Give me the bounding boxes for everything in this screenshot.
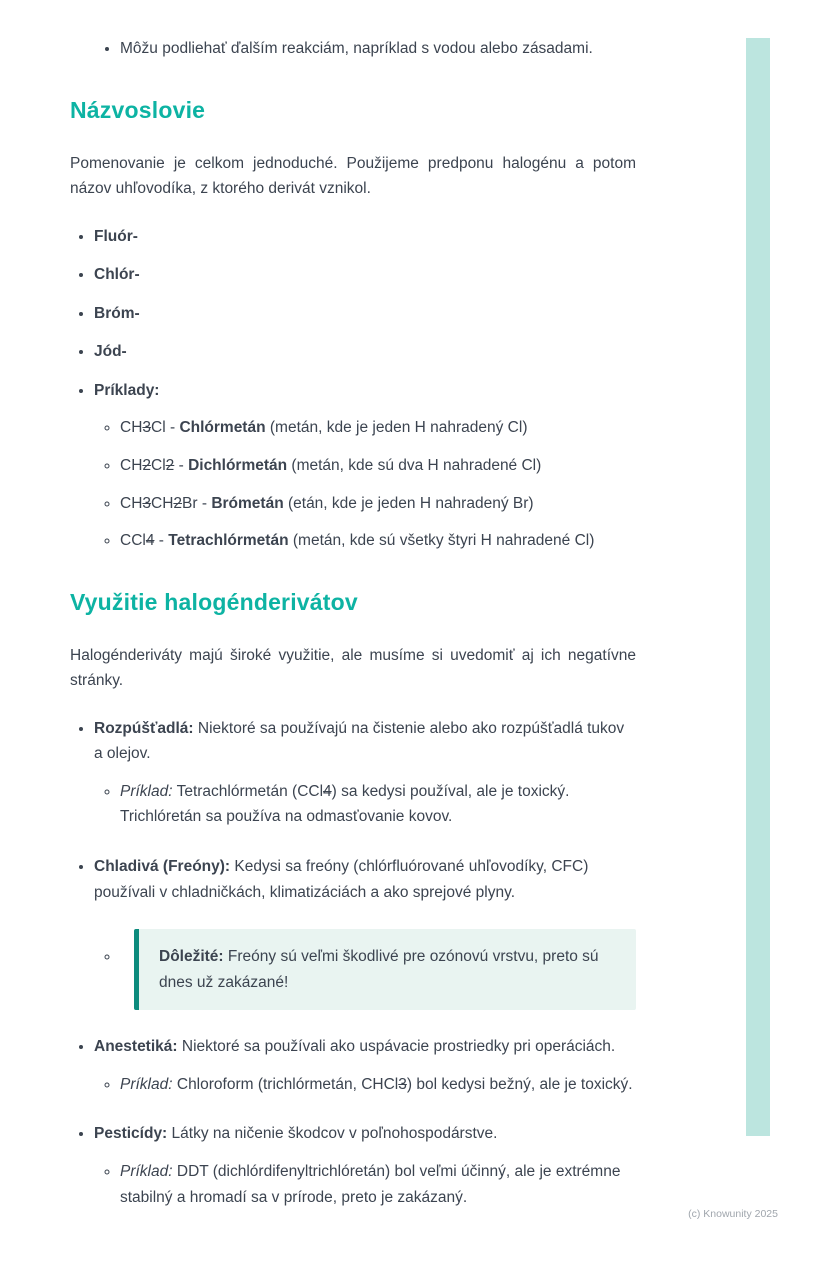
usage-text: Kedysi sa freóny (chlórfluórované uhľovodíky, CFC) používali v chladničkách, klimatizáciách a ako sprejové plyny. <box>94 858 589 901</box>
compound-desc: (metán, kde sú dva H nahradené Cl) <box>287 457 542 474</box>
example-note <box>120 1072 636 1098</box>
usage-item-anestetika <box>94 1034 636 1097</box>
separator: - <box>154 532 169 550</box>
prefix-item <box>94 224 636 250</box>
nomenclature-intro: Pomenovanie je celkom jednoduché. Použijeme predponu halogénu a potom názov uhľovodíka, z ktorého derivát vznikol. <box>70 154 636 198</box>
example-item <box>120 491 636 517</box>
examples-label: Príklady: <box>94 381 160 399</box>
compound-desc: (etán, kde je jeden H nahradený Br) <box>283 494 534 512</box>
examples-header-item <box>94 378 636 554</box>
compound-name: Tetrachlórmetán <box>168 532 289 550</box>
prefix-list <box>70 224 636 554</box>
separator: - <box>197 494 212 512</box>
example-text: DDT (dichlórdifenyltrichlóretán) bol veľmi účinný, ale je extrémne stabilný a hromadí sa v prírode, preto je zakázaný. <box>120 1162 621 1206</box>
example-text: Chloroform (trichlórmetán, <box>172 1075 362 1093</box>
section-title-nazvoslovie: Názvoslovie <box>70 96 206 123</box>
usage-sublist <box>94 1072 636 1098</box>
section-title-vyuzitie: Využitie halogénderivátov <box>70 588 358 615</box>
example-label: Príklad: <box>120 782 173 800</box>
usage-item-rozpustadla <box>94 716 636 830</box>
examples-list <box>94 415 636 553</box>
intro-list <box>96 36 636 62</box>
prefix-label: Fluór- <box>94 227 138 245</box>
intro-bullet-text: Môžu podliehať ďalším reakciám, napríklad s vodou alebo zásadami. <box>120 40 593 57</box>
chemical-formula: CH2Cl2 <box>120 457 175 474</box>
prefix-label: Bróm- <box>94 304 140 322</box>
example-note <box>120 779 636 830</box>
compound-name: Brómetán <box>211 494 284 512</box>
chemical-formula: CHCl3 <box>361 1075 407 1093</box>
usage-term: Chladivá (Freóny): <box>94 858 231 875</box>
prefix-label: Jód- <box>94 343 127 361</box>
example-item <box>120 453 636 479</box>
compound-name: Dichlórmetán <box>188 457 288 474</box>
usage-text: Niektoré sa používali ako uspávacie prostriedky pri operáciách. <box>177 1038 616 1056</box>
chemical-formula: CCl4 <box>120 532 155 550</box>
separator: - <box>174 457 189 474</box>
copyright-notice: (c) Knowunity 2025 <box>688 1208 778 1221</box>
example-note <box>120 1159 636 1210</box>
usage-text: Niektoré sa používajú na čistenie alebo ako rozpúšťadlá tukov a olejov. <box>94 719 625 763</box>
callout-item <box>120 929 636 1010</box>
callout-label: Dôležité: <box>159 948 224 966</box>
example-label: Príklad: <box>120 1075 173 1093</box>
example-label: Príklad: <box>120 1162 173 1180</box>
usage-intro: Halogénderiváty majú široké využitie, ale musíme si uvedomiť aj ich negatívne stránky. <box>70 646 636 690</box>
list-item <box>120 36 636 62</box>
compound-name: Chlórmetán <box>179 419 266 437</box>
usage-term: Rozpúšťadlá: <box>94 719 194 737</box>
prefix-item <box>94 339 636 365</box>
usage-text: Látky na ničenie škodcov v poľnohospodárstve. <box>167 1125 498 1143</box>
usage-sublist <box>94 929 636 1010</box>
prefix-item <box>94 262 636 288</box>
usage-term: Pesticídy: <box>94 1125 168 1143</box>
chemical-formula: CCl4 <box>297 782 332 800</box>
page-edge-strip <box>746 38 770 1136</box>
prefix-label: Chlór- <box>94 266 140 284</box>
example-text: ) sa kedysi používal, ale je toxický. Trichlóretán sa používa na odmasťovanie kovov. <box>120 782 570 826</box>
chemical-formula: CH3CH2Br <box>120 494 198 512</box>
example-text: ) bol kedysi bežný, ale je toxický. <box>406 1075 633 1093</box>
chemical-formula: CH3Cl <box>120 419 166 437</box>
document-content <box>70 36 636 1210</box>
compound-desc: (metán, kde sú všetky štyri H nahradené Cl) <box>288 532 595 550</box>
callout-text: Freóny sú veľmi škodlivé pre ozónovú vrstvu, preto sú dnes už zakázané! <box>159 948 599 991</box>
example-item <box>120 528 636 554</box>
separator: - <box>165 419 180 437</box>
usage-item-pesticidy <box>94 1121 636 1210</box>
usage-term: Anestetiká: <box>94 1038 178 1056</box>
example-text: Tetrachlórmetán ( <box>172 782 298 800</box>
usage-item-chladiva <box>94 854 636 1010</box>
important-callout <box>134 929 636 1010</box>
usage-sublist <box>94 779 636 830</box>
usage-sublist <box>94 1159 636 1210</box>
prefix-item <box>94 301 636 327</box>
compound-desc: (metán, kde je jeden H nahradený Cl) <box>265 419 528 437</box>
example-item <box>120 415 636 441</box>
usage-list <box>70 716 636 1210</box>
